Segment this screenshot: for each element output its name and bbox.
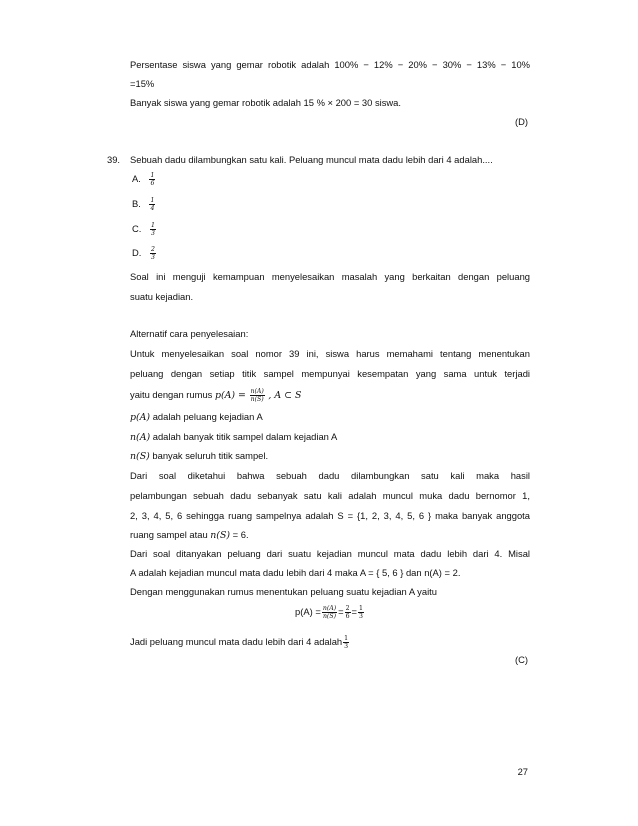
para1-line-1: Untuk menyelesaikan soal nomor 39 ini, siswa harus memahami tentang menentukan bbox=[130, 348, 530, 359]
para3-line-1: Dari soal ditanyakan peluang dari suatu kejadian muncul mata dadu lebih dari 4. Misal bbox=[130, 548, 530, 559]
calc-fraction-2: $\frac{2}{6}$ bbox=[345, 605, 350, 621]
para2-line-3: 2, 3, 4, 5, 6 sehingga ruang sampelnya adalah S = {1, 2, 3, 4, 5, 6 } maka banyak anggota bbox=[130, 510, 530, 521]
purpose-line-1: Soal ini menguji kemampuan menyelesaikan masalah yang berkaitan dengan peluang bbox=[130, 271, 530, 282]
para3-line-3: Dengan menggunakan rumus menentukan peluang suatu kejadian A yaitu bbox=[130, 586, 437, 597]
definition-3: n(S) banyak seluruh titik sampel. bbox=[130, 450, 269, 462]
conclusion-fraction: $\frac{1}{3}$ bbox=[344, 635, 349, 651]
option-c bbox=[132, 222, 157, 237]
option-b bbox=[132, 197, 156, 212]
calc-fraction-3: $\frac{1}{3}$ bbox=[359, 605, 363, 621]
option-fraction: $\frac{2}{3}$ bbox=[150, 246, 155, 262]
para2-line-4: ruang sampel atau n(S) = 6. bbox=[130, 529, 249, 541]
option-label: B. bbox=[132, 198, 141, 209]
explanation-answer: (C) bbox=[514, 654, 528, 665]
formula-tail: , A ⊂ S bbox=[268, 390, 302, 401]
formula-lhs: p(A) = bbox=[214, 390, 246, 401]
option-label: D. bbox=[132, 247, 142, 258]
para2-line-2: pelambungan sebuah dadu sebanyak satu kali adalah muncul muka dadu bernomor 1, bbox=[130, 490, 530, 501]
para1-line-3 bbox=[130, 388, 530, 403]
alternative-title: Alternatif cara penyelesaian: bbox=[130, 328, 249, 339]
option-label: C. bbox=[132, 223, 142, 234]
question-number: 39. bbox=[107, 154, 121, 165]
conclusion: Jadi peluang muncul mata dadu lebih dari 4 adalah $\frac{1}{3}$ bbox=[130, 635, 349, 651]
formula-intro: yaitu dengan rumus bbox=[130, 389, 213, 400]
option-d bbox=[132, 246, 157, 261]
para1-line-2: peluang dengan setiap titik sampel mempunyai kesempatan yang sama untuk terjadi bbox=[130, 368, 530, 379]
intro-line-1: Persentase siswa yang gemar robotik adalah 100% − 12% − 20% − 30% − 13% − 10% bbox=[130, 59, 530, 70]
option-fraction: $\frac{1}{4}$ bbox=[150, 197, 155, 213]
definition-2: n(A) adalah banyak titik sampel dalam kejadian A bbox=[130, 431, 338, 443]
intro-line-3: Banyak siswa yang gemar robotik adalah 15 % × 200 = 30 siswa. bbox=[130, 97, 401, 108]
purpose-line-2: suatu kejadian. bbox=[130, 291, 194, 302]
para3-line-2: A adalah kejadian muncul mata dadu lebih dari 4 maka A = { 5, 6 } dan n(A) = 2. bbox=[130, 567, 461, 578]
option-fraction: $\frac{1}{3}$ bbox=[150, 222, 155, 238]
option-label: A. bbox=[132, 173, 141, 184]
question-text: Sebuah dadu dilambungkan satu kali. Peluang muncul mata dadu lebih dari 4 adalah.... bbox=[130, 154, 493, 165]
intro-answer: (D) bbox=[514, 116, 528, 127]
para2-line-1: Dari soal diketahui bahwa sebuah dadu dilambungkan satu kali maka hasil bbox=[130, 470, 530, 481]
intro-line-2: =15% bbox=[130, 78, 155, 89]
option-fraction: $\frac{1}{6}$ bbox=[150, 172, 155, 188]
definition-1: p(A) adalah peluang kejadian A bbox=[130, 411, 263, 423]
formula-fraction: $\frac{n(A)}{n(S)}$ bbox=[250, 388, 264, 404]
calculation: p(A) = $\frac{n(A)}{n(S)}$ = $\frac{2}{6}$ = $\frac{1}{3}$ bbox=[295, 605, 363, 621]
calc-fraction-1: $\frac{n(A)}{n(S)}$ bbox=[322, 605, 337, 621]
option-a bbox=[132, 172, 156, 187]
page-number: 27 bbox=[517, 766, 528, 777]
